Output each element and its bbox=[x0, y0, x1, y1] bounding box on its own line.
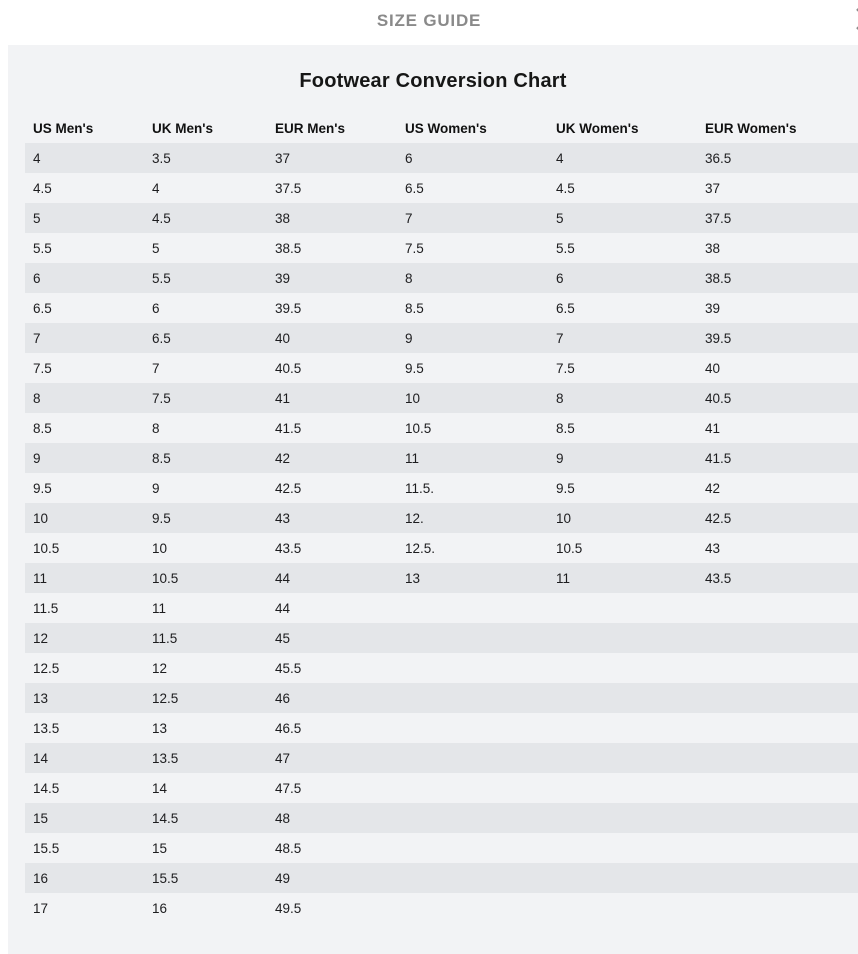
table-row bbox=[25, 743, 858, 773]
cell bbox=[548, 743, 697, 773]
cell: 37 bbox=[275, 150, 291, 166]
cell bbox=[697, 683, 858, 713]
table-row bbox=[25, 683, 858, 713]
table-row bbox=[25, 323, 858, 353]
cell: 10 bbox=[405, 390, 421, 406]
cell: 16 bbox=[152, 900, 168, 916]
cell: 11 bbox=[33, 570, 48, 586]
cell bbox=[397, 743, 548, 773]
cell: 48.5 bbox=[275, 840, 302, 856]
cell: 13.5 bbox=[152, 750, 179, 766]
table-row bbox=[25, 413, 858, 443]
cell: 47.5 bbox=[275, 780, 302, 796]
cell: 45.5 bbox=[275, 660, 302, 676]
cell bbox=[548, 683, 697, 713]
table-row bbox=[25, 833, 858, 863]
cell: 12.5. bbox=[405, 540, 436, 556]
cell: 37 bbox=[705, 180, 721, 196]
column-header: EUR Women's bbox=[705, 120, 797, 136]
cell: 13 bbox=[405, 570, 421, 586]
cell bbox=[548, 893, 697, 923]
table-row bbox=[25, 383, 858, 413]
cell: 46.5 bbox=[275, 720, 302, 736]
cell: 6.5 bbox=[556, 300, 575, 316]
cell: 10 bbox=[556, 510, 572, 526]
table-row bbox=[25, 203, 858, 233]
cell: 42.5 bbox=[275, 480, 302, 496]
cell bbox=[548, 773, 697, 803]
cell: 12 bbox=[152, 660, 168, 676]
cell: 7.5 bbox=[33, 360, 52, 376]
cell: 5 bbox=[556, 210, 564, 226]
cell bbox=[697, 593, 858, 623]
cell: 43 bbox=[705, 540, 721, 556]
table-header-row bbox=[25, 113, 858, 143]
cell: 14.5 bbox=[152, 810, 179, 826]
column-header: UK Men's bbox=[152, 120, 213, 136]
cell bbox=[548, 593, 697, 623]
cell: 7.5 bbox=[556, 360, 575, 376]
cell: 11 bbox=[556, 570, 571, 586]
cell bbox=[697, 743, 858, 773]
cell: 42 bbox=[705, 480, 721, 496]
cell: 39.5 bbox=[705, 330, 732, 346]
cell: 5 bbox=[152, 240, 160, 256]
table-row bbox=[25, 443, 858, 473]
cell: 14 bbox=[152, 780, 168, 796]
cell: 4 bbox=[152, 180, 160, 196]
cell: 38 bbox=[705, 240, 721, 256]
cell bbox=[397, 713, 548, 743]
cell: 7 bbox=[152, 360, 160, 376]
cell: 7 bbox=[556, 330, 564, 346]
cell: 8 bbox=[405, 270, 413, 286]
cell: 44 bbox=[275, 570, 291, 586]
cell bbox=[397, 593, 548, 623]
cell: 10.5 bbox=[405, 420, 432, 436]
cell: 9.5 bbox=[33, 480, 52, 496]
cell: 8.5 bbox=[152, 450, 171, 466]
cell: 8.5 bbox=[33, 420, 52, 436]
cell: 47 bbox=[275, 750, 291, 766]
dialog-header bbox=[0, 0, 858, 45]
cell: 12. bbox=[405, 510, 424, 526]
cell: 37.5 bbox=[705, 210, 732, 226]
dialog-title: SIZE GUIDE bbox=[376, 11, 482, 30]
cell: 11 bbox=[152, 600, 167, 616]
cell bbox=[397, 833, 548, 863]
cell bbox=[697, 803, 858, 833]
cell: 11.5. bbox=[405, 480, 435, 496]
cell bbox=[697, 833, 858, 863]
table-row bbox=[25, 563, 858, 593]
cell: 13.5 bbox=[33, 720, 60, 736]
cell: 4.5 bbox=[152, 210, 171, 226]
size-guide-panel bbox=[8, 45, 858, 954]
cell bbox=[697, 773, 858, 803]
cell: 41 bbox=[275, 390, 291, 406]
cell: 5.5 bbox=[556, 240, 575, 256]
table-row bbox=[25, 623, 858, 653]
cell: 10.5 bbox=[33, 540, 60, 556]
table-row bbox=[25, 653, 858, 683]
table-row bbox=[25, 533, 858, 563]
cell: 36.5 bbox=[705, 150, 732, 166]
cell: 9 bbox=[405, 330, 413, 346]
cell: 5.5 bbox=[152, 270, 171, 286]
cell: 12.5 bbox=[33, 660, 60, 676]
cell: 45 bbox=[275, 630, 291, 646]
cell: 6 bbox=[33, 270, 41, 286]
cell: 8 bbox=[556, 390, 564, 406]
cell: 8 bbox=[33, 390, 41, 406]
cell: 11.5 bbox=[152, 630, 178, 646]
table-row bbox=[25, 353, 858, 383]
cell: 49.5 bbox=[275, 900, 302, 916]
table-row bbox=[25, 503, 858, 533]
cell: 41.5 bbox=[275, 420, 302, 436]
cell: 38.5 bbox=[705, 270, 732, 286]
table-row bbox=[25, 773, 858, 803]
column-header: UK Women's bbox=[556, 120, 639, 136]
cell bbox=[548, 623, 697, 653]
table-row bbox=[25, 803, 858, 833]
cell bbox=[697, 893, 858, 923]
cell: 41 bbox=[705, 420, 721, 436]
table-row bbox=[25, 233, 858, 263]
cell: 42 bbox=[275, 450, 291, 466]
cell: 11 bbox=[405, 450, 420, 466]
table-row bbox=[25, 593, 858, 623]
cell: 6 bbox=[405, 150, 413, 166]
cell bbox=[397, 623, 548, 653]
cell: 9 bbox=[152, 480, 160, 496]
cell: 6 bbox=[556, 270, 564, 286]
cell: 16 bbox=[33, 870, 49, 886]
cell bbox=[548, 863, 697, 893]
table-row bbox=[25, 863, 858, 893]
column-header: US Women's bbox=[405, 120, 487, 136]
cell: 8.5 bbox=[556, 420, 575, 436]
column-header: US Men's bbox=[33, 120, 94, 136]
cell bbox=[697, 863, 858, 893]
cell: 15 bbox=[152, 840, 168, 856]
cell: 11.5 bbox=[33, 600, 59, 616]
conversion-table-wrap bbox=[8, 113, 858, 923]
table-row bbox=[25, 143, 858, 173]
cell: 39.5 bbox=[275, 300, 302, 316]
cell: 10 bbox=[152, 540, 168, 556]
cell: 7.5 bbox=[152, 390, 171, 406]
cell: 44 bbox=[275, 600, 291, 616]
cell: 15.5 bbox=[33, 840, 60, 856]
cell: 43.5 bbox=[705, 570, 732, 586]
cell bbox=[397, 863, 548, 893]
cell: 14 bbox=[33, 750, 49, 766]
cell: 9.5 bbox=[405, 360, 424, 376]
table-row bbox=[25, 263, 858, 293]
cell: 5.5 bbox=[33, 240, 52, 256]
cell: 40.5 bbox=[275, 360, 302, 376]
cell bbox=[697, 623, 858, 653]
cell: 43.5 bbox=[275, 540, 302, 556]
cell: 7 bbox=[33, 330, 41, 346]
cell: 40 bbox=[275, 330, 291, 346]
cell bbox=[397, 683, 548, 713]
cell: 9.5 bbox=[556, 480, 575, 496]
table-row bbox=[25, 473, 858, 503]
cell: 4 bbox=[556, 150, 564, 166]
cell: 49 bbox=[275, 870, 291, 886]
cell: 6 bbox=[152, 300, 160, 316]
cell bbox=[548, 833, 697, 863]
cell: 12 bbox=[33, 630, 49, 646]
conversion-table bbox=[25, 113, 858, 923]
cell: 46 bbox=[275, 690, 291, 706]
cell bbox=[697, 653, 858, 683]
cell: 10 bbox=[33, 510, 49, 526]
table-row bbox=[25, 893, 858, 923]
cell: 9.5 bbox=[152, 510, 171, 526]
cell: 8.5 bbox=[405, 300, 424, 316]
cell: 48 bbox=[275, 810, 291, 826]
cell: 4.5 bbox=[556, 180, 575, 196]
cell bbox=[397, 773, 548, 803]
cell bbox=[397, 803, 548, 833]
cell: 39 bbox=[275, 270, 291, 286]
cell: 7.5 bbox=[405, 240, 424, 256]
cell: 39 bbox=[705, 300, 721, 316]
cell bbox=[697, 713, 858, 743]
cell: 3.5 bbox=[152, 150, 171, 166]
cell: 5 bbox=[33, 210, 41, 226]
cell: 41.5 bbox=[705, 450, 732, 466]
cell: 10.5 bbox=[556, 540, 583, 556]
cell: 6.5 bbox=[33, 300, 52, 316]
cell: 13 bbox=[33, 690, 49, 706]
cell: 9 bbox=[556, 450, 564, 466]
cell bbox=[548, 803, 697, 833]
chart-title: Footwear Conversion Chart bbox=[299, 70, 567, 92]
table-row bbox=[25, 293, 858, 323]
table-row bbox=[25, 713, 858, 743]
cell: 42.5 bbox=[705, 510, 732, 526]
cell: 6.5 bbox=[152, 330, 171, 346]
cell: 15.5 bbox=[152, 870, 179, 886]
cell bbox=[548, 713, 697, 743]
cell: 14.5 bbox=[33, 780, 60, 796]
cell: 4 bbox=[33, 150, 41, 166]
cell: 7 bbox=[405, 210, 413, 226]
cell bbox=[397, 893, 548, 923]
cell: 17 bbox=[33, 900, 49, 916]
table-row bbox=[25, 173, 858, 203]
cell: 38.5 bbox=[275, 240, 302, 256]
cell: 37.5 bbox=[275, 180, 302, 196]
cell: 40.5 bbox=[705, 390, 732, 406]
cell: 9 bbox=[33, 450, 41, 466]
cell: 15 bbox=[33, 810, 49, 826]
column-header: EUR Men's bbox=[275, 120, 345, 136]
cell: 8 bbox=[152, 420, 160, 436]
cell: 10.5 bbox=[152, 570, 179, 586]
cell: 12.5 bbox=[152, 690, 179, 706]
cell: 4.5 bbox=[33, 180, 52, 196]
cell: 6.5 bbox=[405, 180, 424, 196]
cell bbox=[548, 653, 697, 683]
cell: 13 bbox=[152, 720, 168, 736]
cell bbox=[397, 653, 548, 683]
cell: 43 bbox=[275, 510, 291, 526]
cell: 38 bbox=[275, 210, 291, 226]
cell: 40 bbox=[705, 360, 721, 376]
